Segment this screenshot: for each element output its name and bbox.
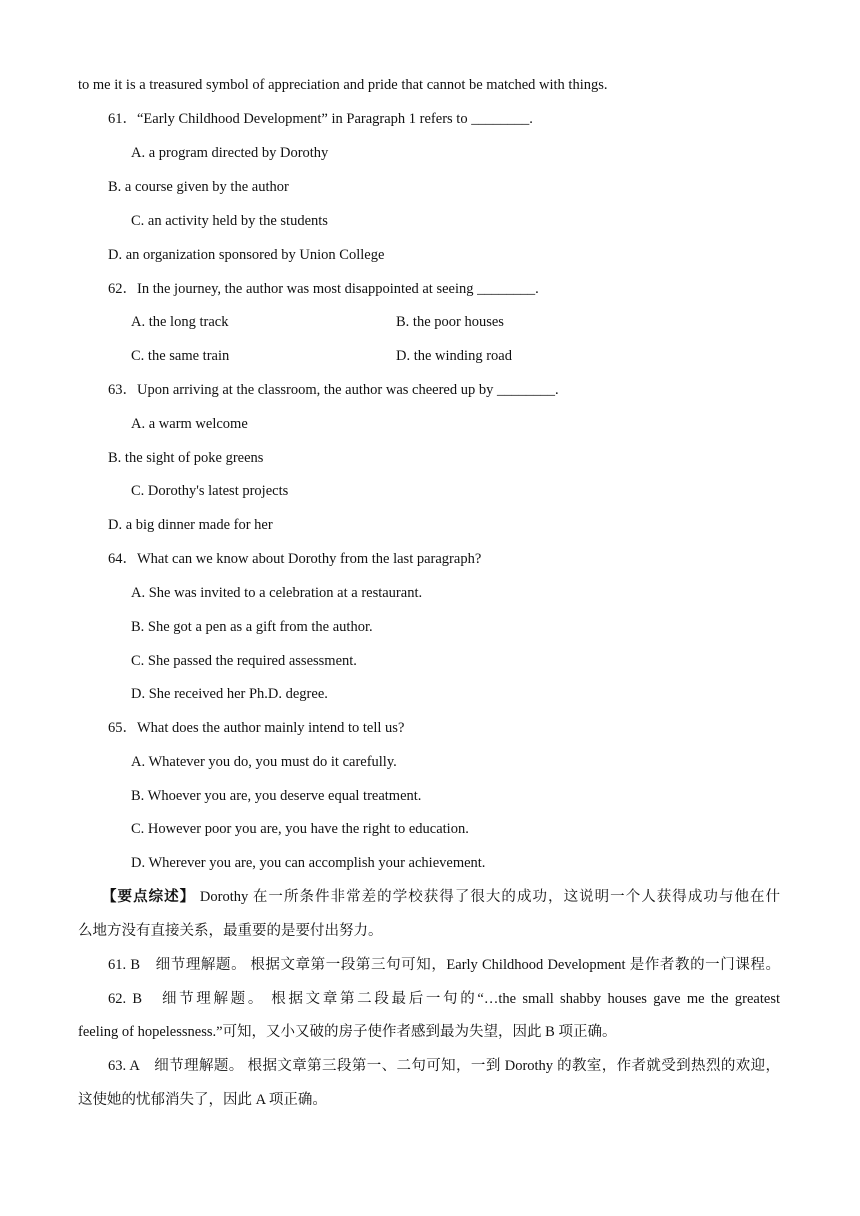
question-65-option-c: C. However poor you are, you have the right to education.	[131, 821, 469, 837]
question-62-option-a: A. the long track	[131, 314, 229, 330]
question-64-option-b: B. She got a pen as a gift from the author.	[131, 619, 373, 635]
question-64-option-d: D. She received her Ph.D. degree.	[131, 686, 328, 702]
question-62-stem: 62．In the journey, the author was most disappointed at seeing ________.	[108, 281, 539, 297]
question-65-option-a: A. Whatever you do, you must do it carefully.	[131, 754, 397, 770]
question-65-option-d: D. Wherever you are, you can accomplish your achievement.	[131, 855, 486, 871]
question-62-option-b: B. the poor houses	[396, 314, 504, 330]
question-61-option-d: D. an organization sponsored by Union College	[108, 247, 385, 263]
question-61-stem: 61．“Early Childhood Development” in Paragraph 1 refers to ________.	[108, 111, 533, 127]
question-64-option-a: A. She was invited to a celebration at a restaurant.	[131, 585, 423, 601]
answer-63-explanation-line-2: 这使她的忧郁消失了，因此 A 项正确。	[78, 1092, 327, 1108]
question-64-option-c: C. She passed the required assessment.	[131, 653, 357, 669]
answer-62-explanation-line-1: 62. B 细节理解题。 根据文章第二段最后一句的“…the small shabby houses gave me the greatest	[108, 991, 780, 1007]
question-63-option-c: C. Dorothy's latest projects	[131, 483, 289, 499]
question-63-stem: 63．Upon arriving at the classroom, the author was cheered up by ________.	[108, 382, 559, 398]
answer-62-explanation-line-2: feeling of hopelessness.”可知，又小又破的房子使作者感到最为失望，因此 B 项正确。	[78, 1024, 617, 1040]
summary-text-line-1: Dorothy 在一所条件非常差的学校获得了很大的成功，这说明一个人获得成功与他在什	[199, 889, 781, 905]
question-62-option-c: C. the same train	[131, 348, 230, 364]
question-61-option-c: C. an activity held by the students	[131, 213, 328, 229]
summary-paragraph-line-1	[102, 887, 780, 907]
question-64-stem: 64．What can we know about Dorothy from the last paragraph?	[108, 551, 482, 567]
passage-closing-line: to me it is a treasured symbol of appreciation and pride that cannot be matched with things.	[78, 77, 608, 93]
question-61-option-b: B. a course given by the author	[108, 179, 289, 195]
answer-61-explanation: 61. B 细节理解题。 根据文章第一段第三句可知，Early Childhood Development 是作者教的一门课程。	[108, 957, 780, 973]
summary-text-line-2: 么地方没有直接关系，最重要的是要付出努力。	[78, 923, 383, 939]
question-65-option-b: B. Whoever you are, you deserve equal treatment.	[131, 788, 422, 804]
question-63-option-d: D. a big dinner made for her	[108, 517, 273, 533]
question-65-stem: 65．What does the author mainly intend to tell us?	[108, 720, 405, 736]
question-63-option-a: A. a warm welcome	[131, 416, 248, 432]
question-62-option-d: D. the winding road	[396, 348, 512, 364]
question-61-option-a: A. a program directed by Dorothy	[131, 145, 329, 161]
question-63-option-b: B. the sight of poke greens	[108, 450, 264, 466]
summary-label: 【要点综述】	[102, 889, 196, 905]
answer-63-explanation-line-1: 63. A 细节理解题。 根据文章第三段第一、二句可知，一到 Dorothy 的教室，作者就受到热烈的欢迎，	[108, 1058, 780, 1074]
